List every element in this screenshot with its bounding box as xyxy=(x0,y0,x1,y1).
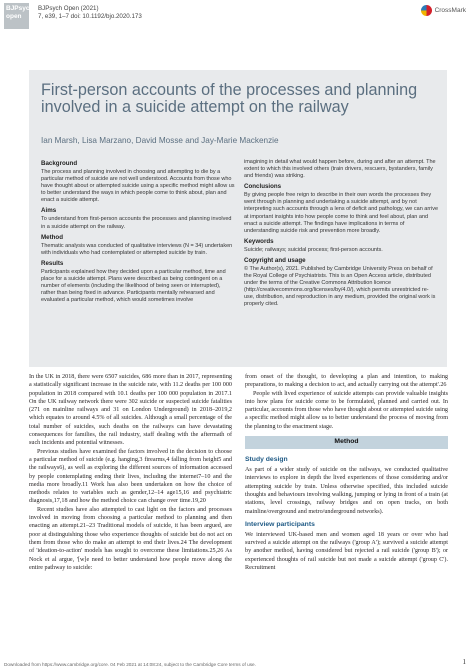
article-title: First-person accounts of the processes and planning involved in a suicide attempt on the railway xyxy=(41,81,418,116)
results-text: Participants explained how they decided upon a particular method, time and place for a suicide attempt. Plans were described as being contingent on a number of elements (including the likelihood of being seen or interrupted), rather than being fixed in advance. Participants mentally rehearsed and evaluated a particular method, which would sometimes involve xyxy=(41,268,226,304)
journal-info xyxy=(38,5,142,21)
interview-participants-heading: Interview participants xyxy=(245,520,315,528)
logo-line-1: BJPsych xyxy=(6,5,34,12)
abstract-panel xyxy=(29,70,447,367)
download-notice: Downloaded from https://www.cambridge.org/core. 04 Feb 2021 at 14:08:24, subject to the Cambridge Core terms of use. xyxy=(4,662,256,667)
results-heading: Results xyxy=(41,259,64,267)
abstract-column-left xyxy=(41,160,236,305)
intro-paragraph-4: People with lived experience of suicide attempts can provide valuable insights into how plans for suicide come to be formulated, planned and carried out. In particular, accounts from those who have thought about or attempted suicide using a specific method might allow us to better understand the process of moving from the planning to the enactment stage. xyxy=(245,390,448,430)
background-text: The process and planning involved in choosing and attempting to die by a particular method of suicide are not well understood. Accounts from those who have thought about or attempted suicide using a specific method might allow us to better understand the ways in which people come to think about, plan and enact a suicide attempt. xyxy=(41,169,235,204)
logo-line-2: open xyxy=(6,13,22,20)
journal-logo xyxy=(4,3,34,29)
study-design-text: As part of a wider study of suicide on the railways, we conducted qualitative interviews to explore in depth the lived experiences of those considering and/or attempting suicide by train. Unless otherwise specified, this included suicide thoughts and behaviours involving walking, jumping or lying in front of a train (at stations, level crossings, railway bridges and on open tracks, on both mainline/overground and metro/underground networks). xyxy=(245,467,448,515)
method-heading: Method xyxy=(41,233,63,241)
copyright-text: © The Author(s), 2021. Published by Cambridge University Press on behalf of the Royal College of Psychiatrists. This is an Open Access article, distributed under the terms of the Creative Commons Attribution licence (http://creativecommons.org/licenses/by/4.0/), which permits unrestricted re-use, distribution, and reproduction in any medium, provided the original work is properly cited. xyxy=(244,265,436,308)
journal-name: BJPsych Open (2021) xyxy=(38,5,99,12)
intro-paragraph-1: In the UK in 2018, there were 6507 suicides, 686 more than in 2017, representing a statistically significant increase in the suicide rate, with 11.2 deaths per 100 000 population in 2018 compared with 10.1 deaths per 100 000 population in 2017.1 On the UK railway network there were 302 suicide or suspected suicide fatalities (271 on mainline railways and 31 on London Underground) in 2018–2019,2 which equates to around 4.5% of all suicides. Although a small percentage of the total number of suicides, such deaths on the railways can have devastating consequences for families, the rail industry, staff dealing with the aftermath of such incidents and potential witnesses. xyxy=(29,374,232,447)
page-number: 1 xyxy=(462,658,466,666)
study-design-heading: Study design xyxy=(245,456,288,464)
aims-heading: Aims xyxy=(41,207,57,215)
aims-text: To understand from first-person accounts the processes and planning involved in a suicide attempt on the railway. xyxy=(41,216,232,230)
interview-participants-text: We interviewed UK-based men and women aged 18 years or over who had survived a suicide attempt on the railways ('group A'); survived a suicide attempt by another method, having considered but rejected a rail suicide ('group B'); or experienced thoughts of rail suicide but not made a suicide attempt ('group C'). Recruitment xyxy=(245,531,448,572)
method-text: Thematic analysis was conducted of qualitative interviews (N = 34) undertaken with individuals who had contemplated or attempted suicide by train. xyxy=(41,242,233,256)
intro-paragraph-2: Previous studies have examined the factors involved in the decision to choose a particular method of suicide (e.g. hanging,3 firearms,4 falling from height5 and the railways6), as well as exploring the different sources of information accessed by people contemplating ending their lives, including the internet7–10 and the media more broadly.11 Work has also been undertaken on how the choice of methods relates to variables such as gender,12–14 age15,16 and psychiatric diagnosis,17,18 and how the method choice can change over time.19,20 xyxy=(29,448,232,505)
doi-citation: 7, e39, 1–7 doi: 10.1192/bjo.2020.173 xyxy=(38,13,142,20)
article-authors: Ian Marsh, Lisa Marzano, David Mosse and Jay-Marie Mackenzie xyxy=(41,136,279,145)
body-column-right xyxy=(245,373,448,572)
crossmark-button[interactable] xyxy=(421,5,466,16)
page-header xyxy=(0,0,474,62)
intro-paragraph-3-continued: from onset of the thought, to developing a plan and intention, to making preparations, to making a decision to act, and actually carrying out the attempt'.26 xyxy=(245,374,448,389)
background-heading: Background xyxy=(41,160,78,167)
abstract-column-right xyxy=(244,159,439,310)
body-column-left xyxy=(29,373,232,572)
copyright-heading: Copyright and usage xyxy=(244,256,306,264)
keywords-text: Suicide; railways; suicidal process; first-person accounts. xyxy=(244,246,383,253)
conclusions-heading: Conclusions xyxy=(244,183,282,191)
crossmark-icon xyxy=(421,5,432,16)
conclusions-text: By giving people free reign to describe in their own words the processes they went through in planning and undertaking a suicide attempt, and by not interpreting such accounts through a lens of deficit and pathology, we can arrive at important insights into how people come to think and feel about, plan and enact a suicide attempt. The findings have implications in terms of understanding suicide risk and prevention more broadly. xyxy=(244,192,439,234)
method-section-banner: Method xyxy=(245,436,448,449)
crossmark-label: CrossMark xyxy=(434,7,466,14)
keywords-heading: Keywords xyxy=(244,237,274,245)
results-text-continued: imagining in detail what would happen before, during and after an attempt. The extent to which this involved others (train drivers, rescuers, bystanders, family and friends) was striking. xyxy=(244,159,436,180)
intro-paragraph-3: Recent studies have also attempted to cast light on the factors and processes involved in moving from choosing a particular method to planning and then enacting an attempt.21–23 Traditional models of suicide, it has been argued, are poor at distinguishing those who experience thoughts of suicide but do not act on them from those who do make an attempt to end their lives.24 The development of 'ideation-to-action' models has sought to overcome these limitations.25,26 As Nock et al argue, '[w]e need to better understand how people move along the entire pathway to suicide: xyxy=(29,506,232,571)
